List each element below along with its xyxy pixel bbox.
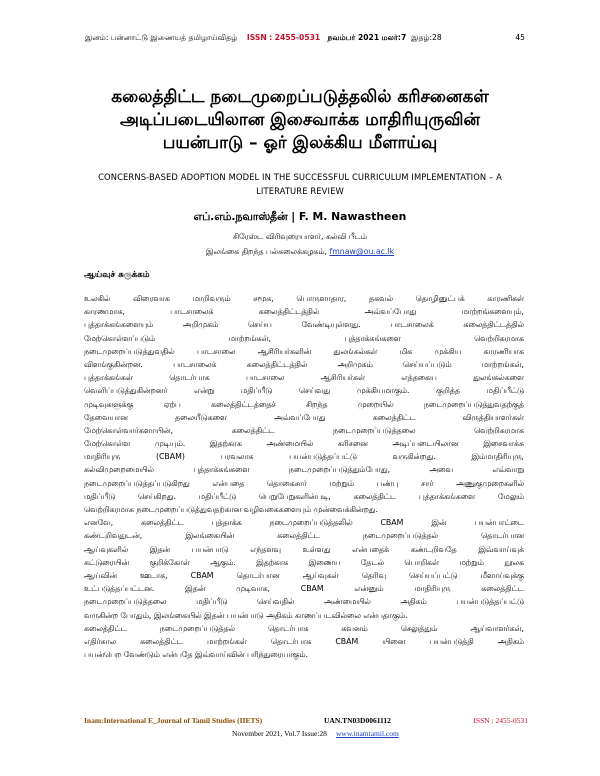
abstract-line: மேற்கொள்ளப்படும் மாற்றங்கள், புத்தாக்கங்களை வெற்றிகரமாக [84, 333, 524, 343]
title-line: அடிப்படையிலான இசைவாக்க மாதிரியுருவின் [120, 110, 480, 130]
abstract-heading: ஆய்வுச் சுருக்கம் [84, 270, 150, 280]
issn-label: ISSN [246, 33, 267, 42]
abstract-line: கலைத்திட்ட நடைமுறைப்படுத்தல் தொடர்பாக கவனம் செலுத்தும் ஆய்வாளர்கள், [84, 623, 524, 633]
article-title [50, 86, 550, 155]
abstract-line: எதிர்கால கலைத்திட்ட மாற்றங்கள் தொடர்பாக CBAM யினை பயன்படுத்தி அதிகம் [84, 636, 524, 646]
abstract-line: காரணமாக, பாடசாலைக் கலைத்திட்டத்தில் அவ்வப்போது மாற்றங்களையும், [84, 307, 524, 317]
abstract-line: கல்விமுறைமையில் புத்தாக்கங்களை நடைமுறைப்படுத்தும்போது, அவை எவ்வாறு [84, 465, 524, 475]
abstract-line: புத்தாக்கங்கள் தொடர்பாக பாடசாலை ஆசிரியர்கள் எத்தகைய துலங்கல்களை [84, 373, 524, 383]
running-header [85, 33, 525, 47]
english-title-line: LITERATURE REVIEW [256, 186, 344, 196]
footer-date-volume: November 2021, Vol.7 Issue:28 [232, 729, 327, 738]
abstract-line: நடைமுறைப்படுத்தலை மதிப்பீடு செய்வதில் அண்மையில் அதிகம் பயன்படுத்தப்பட்டு [84, 597, 524, 607]
title-line: பயன்பாடு – ஓர் இலக்கிய மீளாய்வு [162, 133, 438, 153]
issue: இதழ்:28 [411, 33, 442, 42]
affiliation-position: சிரேஸ்ட விரிவுரையாளர், கல்வி பீடம் [233, 232, 367, 241]
page-number: 45 [515, 33, 525, 42]
abstract-line: மேற்கொள்வார்களாயின், கலைத்திட்ட நடைமுறைப்படுத்தலை வெற்றிகரமாக [84, 425, 524, 435]
abstract-line: எனவே, கலைத்திட்ட புத்தாக்க நடைமுறைப்படுத்தலில் CBAM இன் பயன்பாட்டை [84, 518, 524, 528]
abstract-line: நடைமுறைப்படுத்துவதில் பாடசாலை ஆசிரியர்களின் துலங்கல்கள் மிக முக்கிய காரணியாக [84, 346, 524, 356]
footer-uan: UAN.TN03D0061112 [324, 716, 391, 725]
volume: மலர்:7 [381, 33, 407, 42]
title-line: கலைத்திட்ட நடைமுறைப்படுத்தலில் கரிசனைகள் [111, 87, 489, 107]
english-title [62, 170, 538, 198]
abstract-line: உட்படுத்தப்பட்டன. இதன் முடிவாக, CBAM என்னும் மாதிரியுரு கலைத்திட்ட [84, 584, 524, 594]
abstract-line: ஆய்வுகளில் இதன் பயன்பாடு எந்தளவு உள்ளது என்பதைக் கண்டறிவதே இவ்வாய்வுக் [84, 544, 524, 554]
page-footer [84, 716, 528, 746]
abstract-line: வெளிப்படுத்துகின்றனர் என்று மதிப்பீடு செய்வது முக்கியமாகும். குறித்த மதிப்பீட்டு [84, 386, 524, 396]
english-title-line: CONCERNS-BASED ADOPTION MODEL IN THE SUCCESSFUL CURRICULUM IMPLEMENTATION – A [98, 172, 502, 182]
abstract-line: வருகின்ற போதும், இலங்கையில் இதன் பயன்பாடு அதிகம் காணப்படவில்லை என்பதாகும். [84, 610, 408, 620]
author-name: எப்.எம்.நவாஸ்தீன் | F. M. Nawastheen [193, 210, 407, 223]
abstract-line: நடைமுறைப்படுத்தப்படுகிறது என்பதை தொகைசார் மற்றும் பண்பு சார் அணுகுமுறைகளில் [84, 478, 524, 488]
institution-name: இலங்கை திறந்த பல்கலைக்கழகம், [205, 247, 330, 256]
issn-value: : 2455-0531 [269, 33, 321, 42]
footer-journal-name: Inam:International E_Journal of Tamil Studies (IIETS) [84, 716, 263, 725]
footer-issn: ISSN : 2455-0531 [473, 716, 528, 725]
abstract-line: தேவையான தலையீடுகளை அவ்வப்போது கலைத்திட்ட விருத்தியாளர்கள் [84, 412, 524, 422]
affiliation-institution [0, 247, 600, 257]
abstract-line: ஆய்வின் ஊடாக, CBAM தொடர்பான ஆய்வுகள் தெரிவு செய்யப்பட்டு மீளாய்வுக்கு [84, 570, 524, 580]
abstract-line: மதிப்பீடு செய்கிறது. மதிப்பீட்டு பெறுபேறுகளின்படி, கலைத்திட்ட புத்தாக்கங்களை மேலும் [84, 491, 524, 501]
abstract-line: புத்தாக்கங்களையும் அறிமுகம் செய்ய வேண்டியுள்ளது. பாடசாலைக் கலைத்திட்டத்தில் [84, 320, 524, 330]
abstract-line: உலகில் விரைவாக மாறிவரும் சமூக, பொருளாதார, தகவல் தொழினுட்பக் காரணிகள் [84, 294, 524, 303]
abstract-line: விளங்குகின்றன. பாடசாலைக் கலைத்திட்டத்தில் அறிமுகம் செய்யப்படும் மாற்றங்கள், [84, 359, 524, 369]
abstract-line: கண்டறிவதுடன், இலங்கையின் கலைத்திட்ட நடைமுறைப்படுத்தல் தொடர்பான [84, 531, 524, 541]
footer-website-link[interactable]: www.inamtamil.com [336, 729, 399, 738]
abstract-body [84, 292, 524, 661]
abstract-line: முடிவுகளுக்கு ஏற்ப கலைத்திட்டத்தைச் சிறந்த முறையில் நடைமுறைப்படுத்துவதற்குத் [84, 399, 524, 409]
author-email-link[interactable]: fmnaw@ou.ac.lk [329, 247, 395, 256]
journal-name: இனம்: பன்னாட்டு இணையத் தமிழாய்விதழ் [85, 33, 238, 42]
abstract-line: கட்டுரையின் குறிக்கோள் ஆகும். இதற்காக இணைய தேடல் பொறிகள் மற்றும் நூலக [84, 557, 524, 567]
abstract-line: மாதிரியுரு (CBAM) பரவலாக பயன்படுத்தப்பட்டு வருகின்றது. இம்மாதிரியுரு, [84, 452, 524, 462]
abstract-line: வெற்றிகரமாக நடைமுறைப்படுத்துவதற்கான வழிவகைகளையும் முன்வைக்கின்றது. [84, 505, 378, 514]
abstract-line: பயன்பெற வேண்டும் என்பதே இவ்வாய்வின் பரிந்துரையாகும். [84, 650, 309, 660]
abstract-line: மேற்கொள்ள முடியும். இதற்காக அண்மையில் கரிசனை அடிப்படையிலான இசைவாக்க [84, 439, 524, 449]
month: நவம்பர் 2021 [327, 33, 380, 42]
